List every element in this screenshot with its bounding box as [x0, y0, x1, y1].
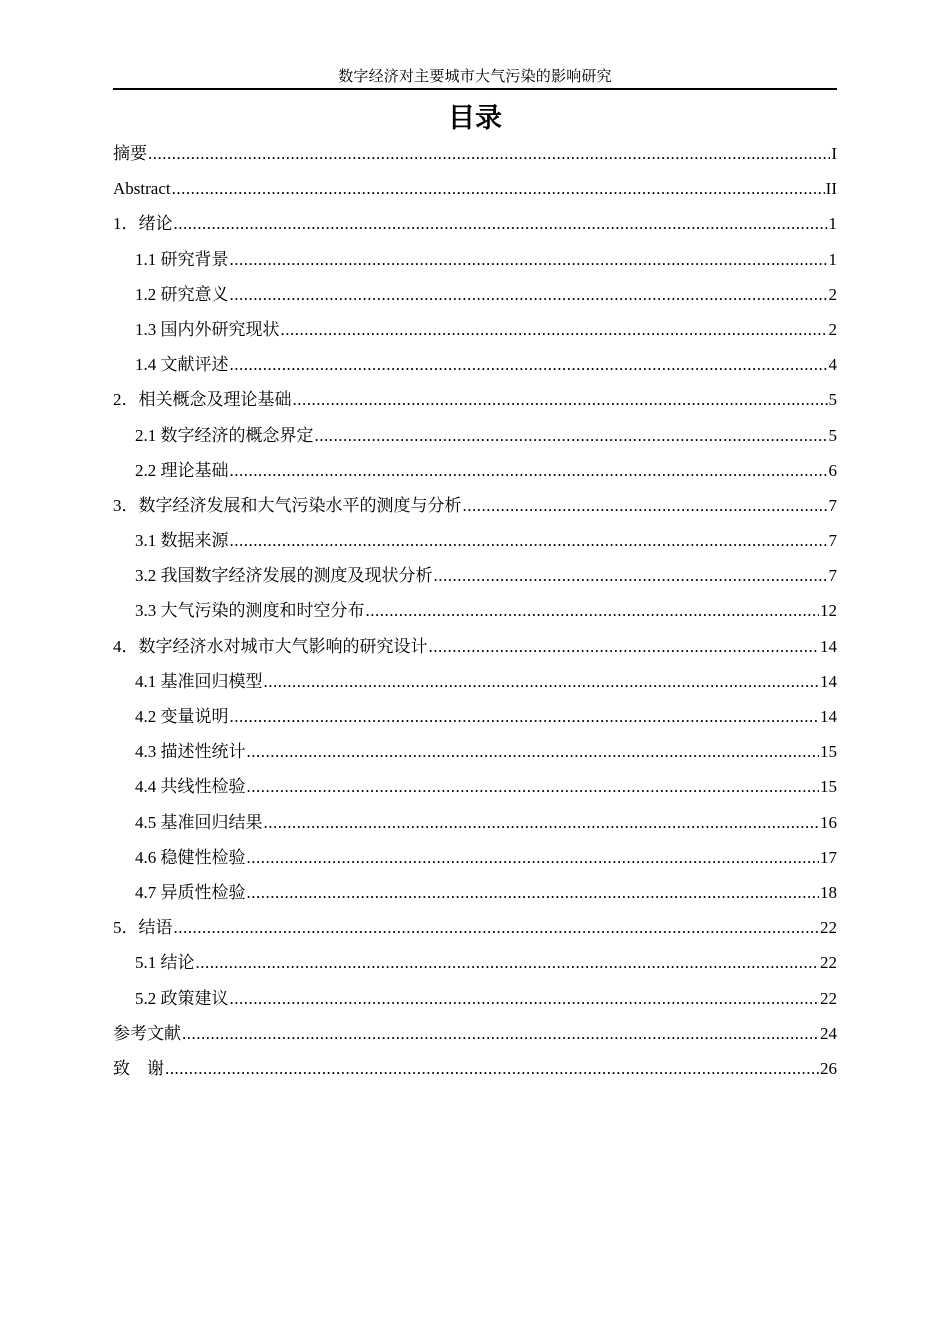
- toc-entry-label: 2．相关概念及理论基础: [113, 390, 292, 410]
- toc-dot-leader: [196, 945, 820, 980]
- toc-entry-label: 5.1 结论: [135, 953, 195, 973]
- toc-dot-leader: [230, 523, 828, 558]
- toc-dot-leader: [174, 910, 820, 945]
- toc-dot-leader: [230, 981, 820, 1016]
- toc-entry-label: 摘要: [113, 144, 147, 163]
- toc-entry-page: 15: [820, 777, 837, 797]
- toc-dot-leader: [230, 347, 828, 382]
- toc-entry-page: 1: [828, 249, 837, 269]
- toc-entry-page: 14: [820, 671, 837, 691]
- toc-dot-leader: [264, 664, 820, 699]
- toc-entry[interactable]: [113, 769, 837, 804]
- toc-dot-leader: [293, 382, 828, 417]
- toc-entry-page: 22: [820, 988, 837, 1008]
- toc-entry-page: 7: [828, 531, 837, 551]
- toc-dot-leader: [247, 875, 820, 910]
- toc-entry-page: I: [831, 144, 837, 163]
- toc-dot-leader: [230, 242, 828, 277]
- toc-dot-leader: [247, 769, 820, 804]
- toc-entry-label: 2.2 理论基础: [135, 460, 229, 480]
- toc-entry[interactable]: [113, 664, 837, 699]
- toc-dot-leader: [174, 206, 828, 241]
- toc-entry-label: 4.1 基准回归模型: [135, 671, 263, 691]
- toc-entry[interactable]: [113, 699, 837, 734]
- toc-dot-leader: [247, 734, 820, 769]
- toc-entry-label: 1.2 研究意义: [135, 284, 229, 304]
- toc-entry[interactable]: [113, 242, 837, 277]
- toc-entry-page: II: [825, 179, 837, 199]
- toc-entry-page: 2: [828, 319, 837, 339]
- toc-entry[interactable]: [113, 453, 837, 488]
- toc-entry-page: 16: [820, 812, 837, 832]
- toc-entry-label: 参考文献: [113, 1023, 181, 1043]
- toc-entry-label: 3.3 大气污染的测度和时空分布: [135, 601, 365, 621]
- toc-entry-page: 22: [820, 953, 837, 973]
- toc-entry-page: 24: [820, 1023, 837, 1043]
- toc-entry-page: 15: [820, 742, 837, 762]
- toc-entry-page: 14: [820, 707, 837, 726]
- toc-entry-page: 14: [820, 636, 837, 656]
- toc-entry[interactable]: [113, 312, 837, 347]
- toc-entry[interactable]: [113, 734, 837, 769]
- header-rule: [113, 88, 837, 90]
- toc-dot-leader: [366, 593, 820, 628]
- toc-dot-leader: [281, 312, 828, 347]
- toc-entry-page: 7: [828, 495, 837, 515]
- toc-entry[interactable]: [113, 945, 837, 980]
- toc-dot-leader: [230, 277, 828, 312]
- toc-entry[interactable]: [113, 875, 837, 910]
- toc-dot-leader: [148, 136, 830, 171]
- toc-entry-label: Abstract: [113, 179, 171, 199]
- toc-entry-label: 4.4 共线性检验: [135, 777, 246, 797]
- toc-entry-page: 2: [828, 284, 837, 304]
- toc-entry-label: 1．绪论: [113, 214, 173, 234]
- toc-entry[interactable]: [113, 206, 837, 241]
- toc-dot-leader: [247, 840, 820, 875]
- toc-entry-page: 22: [820, 918, 837, 938]
- toc-entry-label: 1.1 研究背景: [135, 249, 229, 269]
- toc-entry-label: 4.6 稳健性检验: [135, 847, 246, 867]
- toc-entry-label: 3.2 我国数字经济发展的测度及现状分析: [135, 566, 433, 586]
- toc-entry-label: 4.2 变量说明: [135, 707, 229, 726]
- toc-entry[interactable]: [113, 347, 837, 382]
- toc-entry[interactable]: [113, 523, 837, 558]
- toc-entry-label: 1.3 国内外研究现状: [135, 319, 280, 339]
- toc-list: [113, 136, 837, 1086]
- toc-entry[interactable]: [113, 171, 837, 206]
- toc-dot-leader: [182, 1016, 819, 1051]
- toc-dot-leader: [172, 171, 825, 206]
- toc-entry[interactable]: [113, 1016, 837, 1051]
- toc-entry[interactable]: [113, 277, 837, 312]
- toc-entry-label: 2.1 数字经济的概念界定: [135, 425, 314, 445]
- toc-entry[interactable]: [113, 840, 837, 875]
- toc-entry-label: 4.7 异质性检验: [135, 882, 246, 902]
- toc-entry-label: 4．数字经济水对城市大气影响的研究设计: [113, 636, 428, 656]
- toc-entry-label: 4.5 基准回归结果: [135, 812, 263, 832]
- toc-entry-label: 5.2 政策建议: [135, 988, 229, 1008]
- toc-entry-label: 致 谢: [113, 1058, 164, 1078]
- toc-dot-leader: [230, 453, 828, 488]
- toc-entry-label: 4.3 描述性统计: [135, 742, 246, 762]
- toc-entry-label: 3．数字经济发展和大气污染水平的测度与分析: [113, 495, 462, 515]
- toc-entry[interactable]: [113, 593, 837, 628]
- toc-entry[interactable]: [113, 488, 837, 523]
- running-header: 数字经济对主要城市大气污染的影响研究: [338, 69, 612, 85]
- toc-entry-page: 1: [828, 214, 837, 234]
- toc-entry-page: 26: [820, 1058, 837, 1078]
- toc-entry-page: 12: [820, 601, 837, 621]
- toc-entry-page: 17: [820, 847, 837, 867]
- toc-entry[interactable]: [113, 910, 837, 945]
- toc-entry[interactable]: [113, 382, 837, 417]
- toc-entry-page: 5: [828, 390, 837, 410]
- toc-entry-label: 5．结语: [113, 918, 173, 938]
- toc-entry-page: 18: [820, 882, 837, 902]
- toc-entry-page: 6: [828, 460, 837, 480]
- toc-title: 目录: [448, 103, 502, 134]
- toc-dot-leader: [463, 488, 828, 523]
- toc-entry[interactable]: [113, 981, 837, 1016]
- toc-entry[interactable]: [113, 558, 837, 593]
- toc-entry-label: 1.4 文献评述: [135, 355, 229, 375]
- toc-entry[interactable]: [113, 136, 837, 171]
- toc-entry[interactable]: [113, 629, 837, 664]
- toc-dot-leader: [315, 418, 828, 453]
- toc-dot-leader: [264, 805, 820, 840]
- toc-dot-leader: [165, 1051, 819, 1086]
- toc-entry-page: 5: [828, 425, 837, 445]
- toc-entry[interactable]: [113, 1051, 837, 1086]
- toc-dot-leader: [434, 558, 828, 593]
- toc-dot-leader: [429, 629, 820, 664]
- toc-entry-page: 4: [828, 355, 837, 375]
- toc-entry-page: 7: [828, 566, 837, 586]
- toc-entry[interactable]: [113, 805, 837, 840]
- toc-entry-label: 3.1 数据来源: [135, 531, 229, 551]
- toc-dot-leader: [230, 699, 820, 734]
- toc-entry[interactable]: [113, 418, 837, 453]
